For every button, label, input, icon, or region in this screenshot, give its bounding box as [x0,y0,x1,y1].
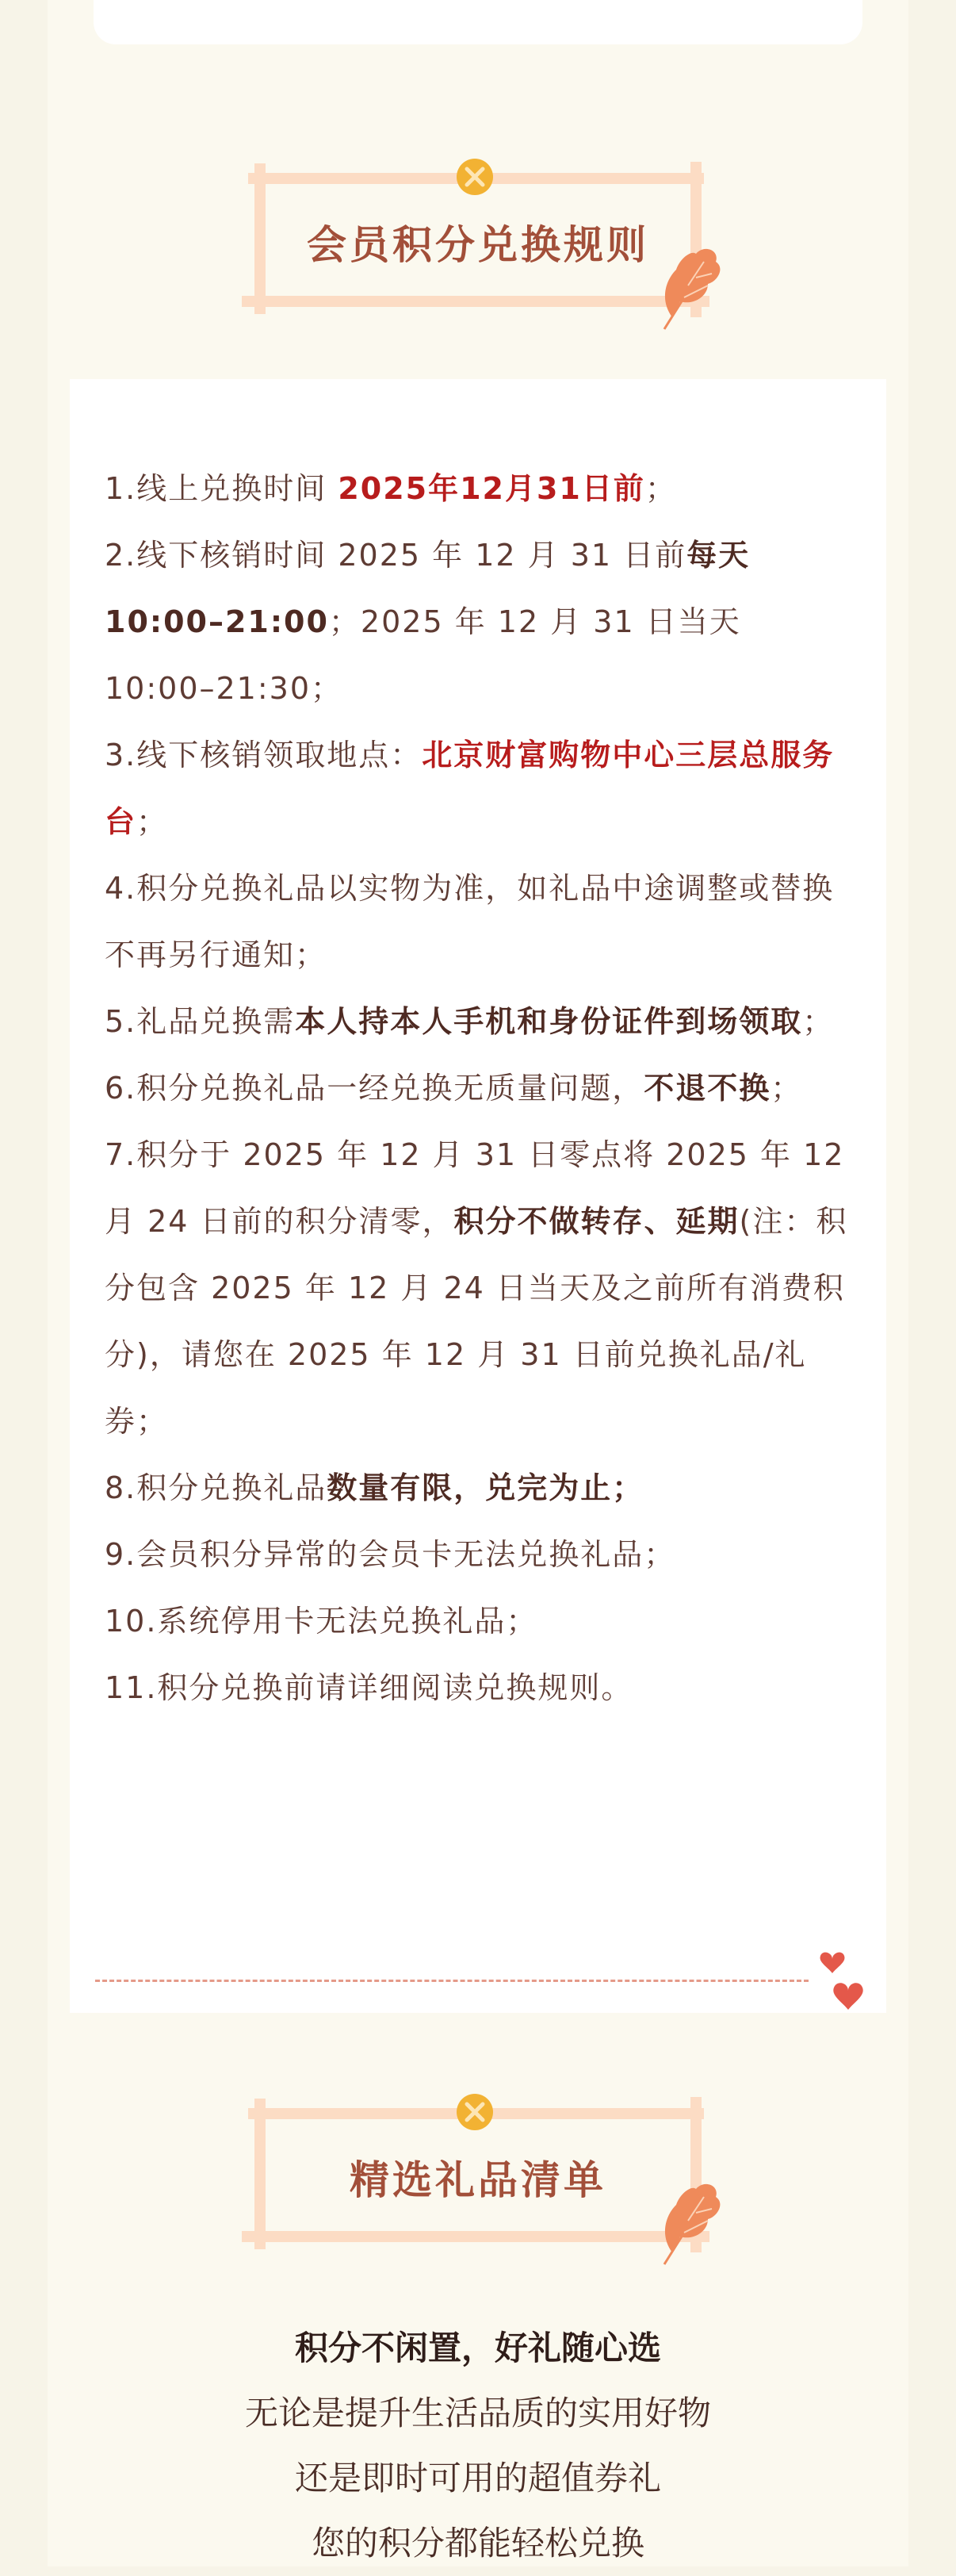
rule-highlight-text: 2025年12月31日前 [338,471,645,506]
rule-text: 9.会员积分异常的会员卡无法兑换礼品； [105,1537,676,1572]
gift-title-frame [232,2086,724,2268]
rule-highlight-text: 不退不换 [644,1071,771,1106]
rule-highlight-text: 北京财富购物中心三层总服务台 [105,738,835,839]
rule-highlight-text: 数量有限，兑完为止； [327,1470,644,1505]
rule-text: ；2025 年 12 月 31 日当天 10:00–21:30； [105,604,741,706]
rule-highlight-text: 本人持本人手机和身份证件到场领取 [295,1004,803,1039]
rule-text: 2.线下核销时间 2025 年 12 月 31 日前 [105,538,687,573]
rule-text: 11.积分兑换前请详细阅读兑换规则。 [105,1670,633,1705]
rule-text: ； [644,471,677,506]
rules-title: 会员积分兑换规则 [307,222,649,268]
rule-item [105,1654,850,1721]
rules-card [70,379,886,2013]
rule-text: ； [771,1071,803,1106]
heart-icon [816,1935,864,2014]
rule-text: ； [802,1004,835,1039]
rule-text: 7.积分于 2025 年 12 月 31 日零点将 2025 年 12 月 24 日前的积分清零， [105,1137,845,1239]
rule-text: ； [136,804,169,839]
rule-text: 5.礼品兑换需 [105,1004,296,1039]
gift-title: 精选礼品清单 [350,2157,606,2203]
gift-intro [0,2316,956,2576]
rules-list [105,455,850,1721]
previous-card [94,0,862,44]
rule-item [105,988,850,1055]
rules-title-frame [232,151,724,333]
rule-text: 1.线上兑换时间 [105,471,338,506]
dashed-divider [95,1980,809,1982]
rule-item [105,1521,850,1588]
rule-text: 6.积分兑换礼品一经兑换无质量问题， [105,1071,644,1106]
rule-item [105,522,850,722]
rule-text: 4.积分兑换礼品以实物为准，如礼品中途调整或替换不再另行通知； [105,871,835,972]
gift-intro-line: 无论是提升生活品质的实用好物 [244,2394,711,2432]
rule-text: 10.系统停用卡无法兑换礼品； [105,1604,538,1639]
rule-highlight-text: 每天 10:00–21:00 [105,538,751,639]
rule-highlight-text: 积分不做转存、延期 [453,1204,740,1239]
rule-item [105,722,850,855]
rule-item [105,1055,850,1121]
rule-item [105,1588,850,1654]
rule-item [105,855,850,988]
rule-text: (注：积分包含 2025 年 12 月 24 日当天及之前所有消费积分)，请您在 2025 年 12 月 31 日前兑换礼品/礼券； [105,1204,848,1439]
gift-intro-line: 您的积分都能轻松兑换 [311,2524,644,2563]
rule-item [105,1121,850,1455]
gift-intro-headline: 积分不闲置，好礼随心选 [294,2329,661,2367]
rule-text: 3.线下核销领取地点： [105,738,423,772]
rule-item [105,1455,850,1521]
gift-intro-line: 还是即时可用的超值券礼 [294,2459,661,2497]
rule-item [105,455,850,522]
rule-text: 8.积分兑换礼品 [105,1470,327,1505]
